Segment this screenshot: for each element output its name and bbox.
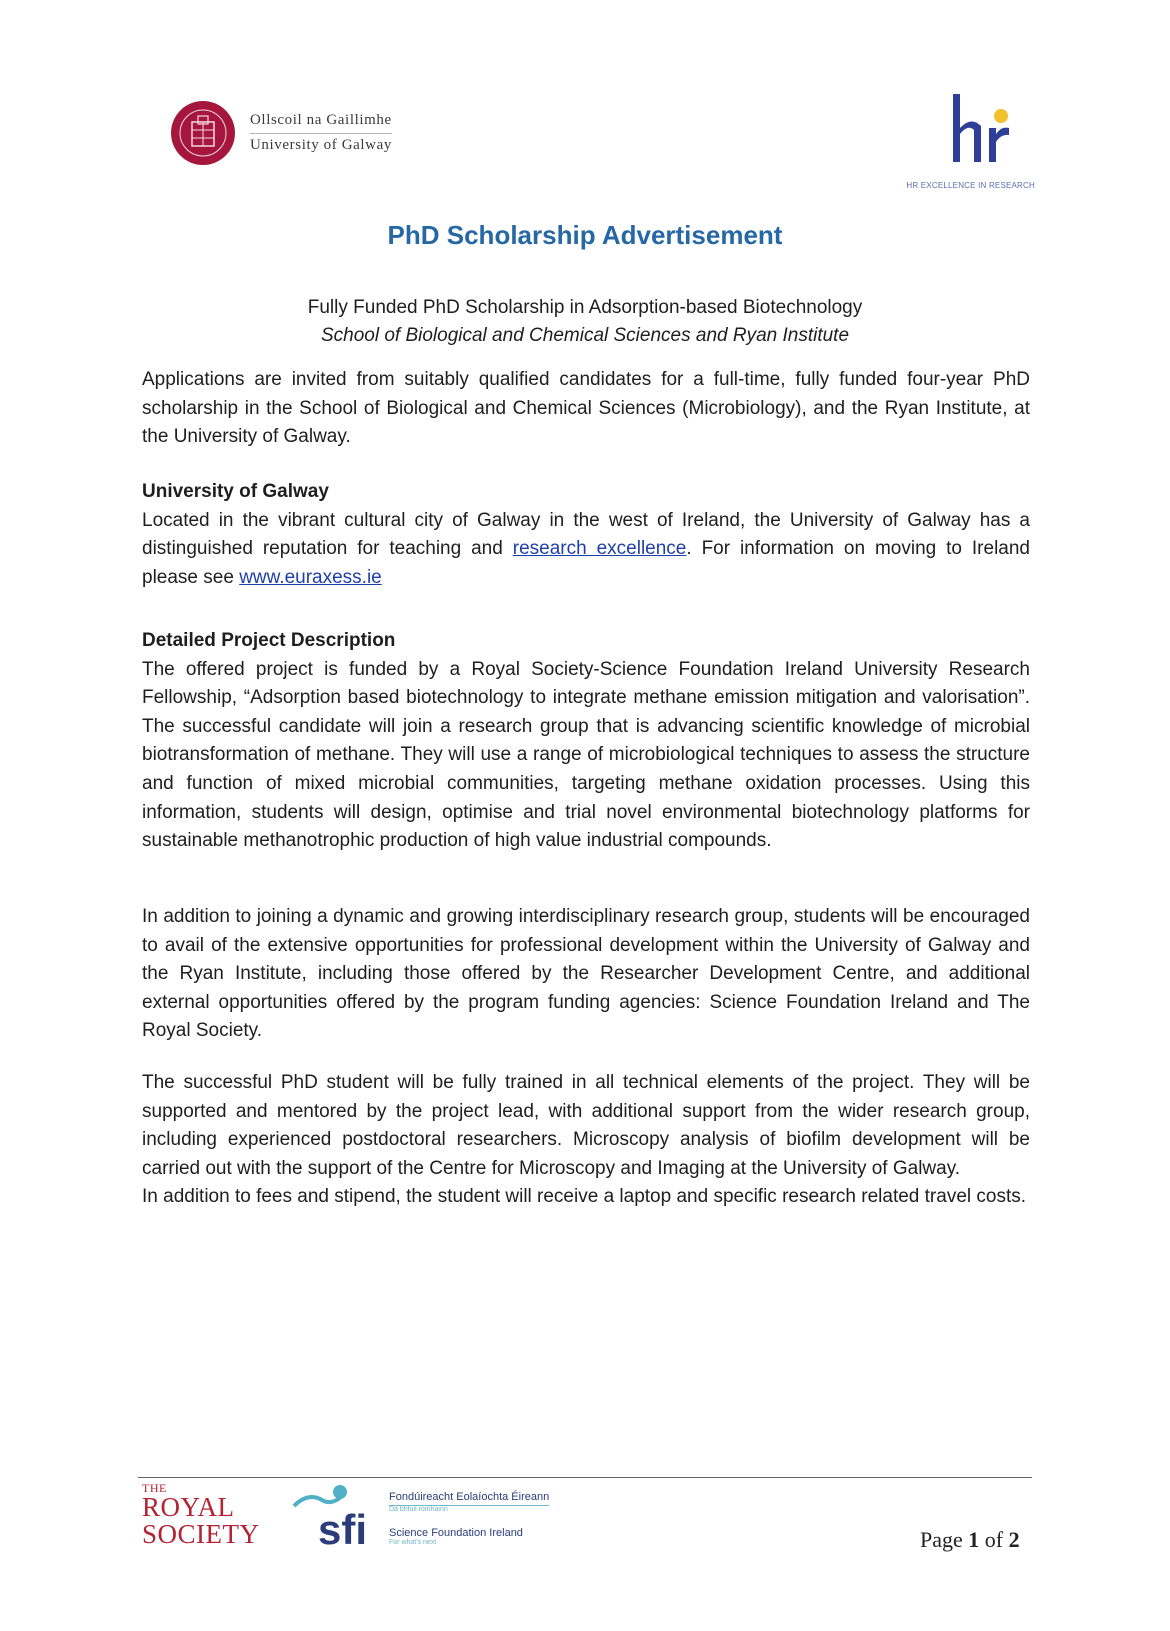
document-title: PhD Scholarship Advertisement (387, 220, 783, 250)
sfi-irish-tagline: Dá bhfuil romhainn (389, 1506, 448, 1513)
project-paragraph-3: The successful PhD student will be fully trained in all technical elements of the project. They will be supported and mentored by the project lead, with additional support from the wider research group, including experienced postdoctoral researchers. Microscopy analysis of biofilm development will be carried out with the support of the Centre for Microscopy and Imaging at the University of Galway. (142, 1072, 1030, 1179)
sfi-irish-name: Fondúireacht Eolaíochta Éireann (389, 1491, 549, 1506)
university-text-continued: . For information on moving to Ireland please see (142, 538, 1030, 588)
page-current: 1 (968, 1527, 980, 1552)
project-heading: Detailed Project Description (142, 630, 396, 651)
sfi-mark-icon (290, 1480, 385, 1550)
euraxess-link[interactable]: www.euraxess.ie (239, 566, 382, 588)
hr-logo-icon (943, 88, 1013, 168)
page-number (920, 1527, 1020, 1553)
royal-society-logo (142, 1482, 260, 1548)
university-heading: University of Galway (142, 481, 329, 502)
royal-society-the: THE (142, 1481, 167, 1495)
page-prefix: Page (920, 1527, 963, 1552)
university-crest-icon (170, 100, 236, 166)
project-section (142, 627, 1030, 856)
page-total: 2 (1008, 1527, 1020, 1552)
hr-caption: HR EXCELLENCE IN RESEARCH (906, 181, 1035, 190)
university-name-english: University of Galway (250, 137, 392, 153)
university-logo (170, 100, 392, 166)
university-section (142, 478, 1030, 592)
research-excellence-link[interactable]: research excellence (512, 538, 687, 560)
project-paragraph-4: In addition to fees and stipend, the student will receive a laptop and specific research related travel costs. (142, 1186, 1027, 1208)
university-paragraph (142, 507, 1030, 593)
hr-excellence-logo (905, 88, 1035, 193)
university-name-irish: Ollscoil na Gaillimhe (250, 112, 392, 134)
royal-society-line1: ROYAL (142, 1492, 235, 1522)
footer-divider (138, 1477, 1032, 1478)
project-paragraph-2-block (142, 903, 1030, 1046)
project-paragraph-3-block (142, 1069, 1030, 1212)
intro-paragraph (142, 366, 1030, 452)
project-paragraph-1: The offered project is funded by a Royal Society-Science Foundation Ireland University Research Fellowship, “Adsorption based biotechnology to integrate methane emission mitigation and valorisation”. The successful candidate will join a research group that is advancing scientific knowledge of microbial biotransformation of methane. They will use a range of microbiological techniques to assess the structure and function of mixed microbial communities, targeting methane oxidation processes. Using this information, students will design, optimise and trial novel environmental biotechnology platforms for sustainable methanotrophic production of high value industrial compounds. (142, 658, 1030, 852)
intro-text: Applications are invited from suitably qualified candidates for a full-time, fully funded four-year PhD scholarship in the School of Biological and Chemical Sciences (Microbiology), and the Ryan Institute, at the University of Galway. (142, 369, 1030, 448)
document-subtitle: Fully Funded PhD Scholarship in Adsorption-based Biotechnology (307, 297, 863, 318)
royal-society-line2: SOCIETY (142, 1519, 260, 1549)
sfi-logo (290, 1480, 549, 1550)
document-subtitle-italic: School of Biological and Chemical Sciences and Ryan Institute (320, 325, 850, 346)
university-text: Located in the vibrant cultural city of Galway in the west of Ireland, the University of Galway has a distinguished reputation for teaching and (142, 509, 1030, 560)
page-of: of (984, 1527, 1004, 1552)
sfi-english-tagline: For what's next (389, 1539, 437, 1546)
sfi-english-name: Science Foundation Ireland (389, 1527, 523, 1539)
svg-text:sfi: sfi (318, 1506, 368, 1550)
project-paragraph-2: In addition to joining a dynamic and growing interdisciplinary research group, students will be encouraged to avail of the extensive opportunities for professional development within the University of Galway and the Ryan Institute, including those offered by the Researcher Development Centre, and additional external opportunities offered by the program funding agencies: Science Foundation Ireland and The Royal Society. (142, 906, 1030, 1042)
